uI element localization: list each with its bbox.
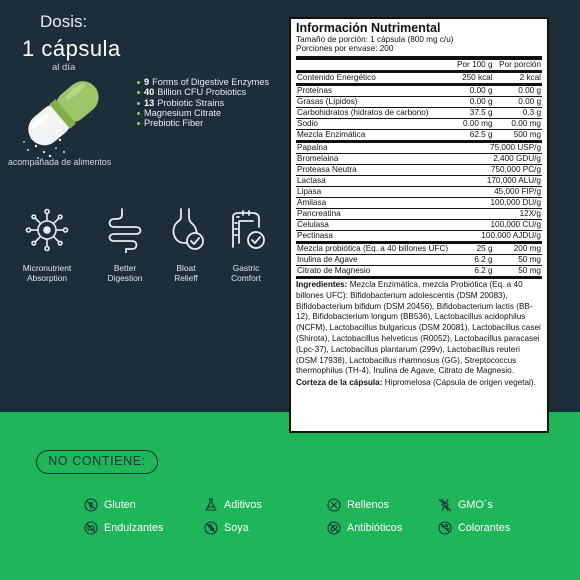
- benefit-label: Comfort: [231, 272, 261, 283]
- nutrition-table: [296, 60, 542, 280]
- nutrient-name: Celulasa: [296, 220, 450, 231]
- nutrient-name: Bromelaina: [296, 154, 450, 165]
- feature-number: 13: [144, 97, 155, 108]
- nutrient-name: Citrato de Magnesio: [296, 266, 450, 278]
- benefit-label: Bloat: [176, 263, 196, 273]
- colon-check-icon: [223, 207, 269, 253]
- value-portion: 2,400 GDU/g: [450, 154, 542, 165]
- free-from-item: [204, 521, 249, 535]
- nutrient-name: Pancreatina: [296, 209, 450, 220]
- shell-label: Corteza de la cápsula:: [296, 378, 383, 388]
- servings-per-container: Porciones por envase: 200: [296, 44, 394, 54]
- table-row: [296, 220, 542, 231]
- bullet-icon: [137, 91, 140, 94]
- benefit-bloat: [154, 207, 218, 283]
- table-row: [296, 142, 542, 154]
- table-row: [296, 119, 542, 130]
- value-portion: 750,000 PC/g: [450, 165, 542, 176]
- nutrient-name: Lactasa: [296, 176, 450, 187]
- value-portion: 0.00 mg: [494, 119, 542, 130]
- column-header: Por porción: [494, 60, 542, 72]
- benefit-label: Better: [113, 263, 137, 273]
- table-row: [296, 255, 542, 266]
- free-from-item: [327, 521, 402, 535]
- value-100g: 0.00 g: [450, 85, 494, 97]
- molecule-icon: [24, 207, 70, 253]
- value-100g: 25 g: [450, 243, 494, 255]
- value-portion: 100,000 CU/g: [450, 220, 542, 231]
- nutrient-name: Pectinasa: [296, 231, 450, 243]
- value-portion: 2 kcal: [494, 72, 542, 85]
- intestine-icon: [102, 207, 148, 253]
- ingredients-label: Ingredientes:: [296, 280, 348, 290]
- nutrient-name: Sodio: [296, 119, 450, 130]
- table-row: [296, 97, 542, 108]
- value-portion: 0.00 g: [494, 85, 542, 97]
- feature-item: [137, 77, 269, 87]
- nutrient-name: Mezcla probiótica (Eq. a 40 billones UFC): [297, 244, 449, 254]
- table-row: [296, 176, 542, 187]
- benefit-label: Relieff: [174, 272, 198, 283]
- free-from-panel: [0, 412, 580, 580]
- free-from-item: [84, 521, 163, 535]
- value-portion: 0.3 g: [494, 108, 542, 119]
- value-portion: 170,000 ALU/g: [450, 176, 542, 187]
- value-portion: 500 mg: [494, 130, 542, 142]
- palette-icon: [438, 521, 452, 535]
- feature-item: [137, 87, 269, 97]
- free-from-item: [84, 498, 136, 512]
- free-from-label: Soya: [224, 522, 249, 534]
- benefit-digestion: [93, 207, 157, 283]
- table-row: [296, 130, 542, 142]
- feature-text: Billion CFU Probiotics: [157, 87, 247, 98]
- feature-list: [137, 77, 269, 128]
- flask-icon: [204, 498, 218, 512]
- table-row: [296, 154, 542, 165]
- free-from-label: Gluten: [104, 499, 136, 511]
- value-portion: 200 mg: [494, 243, 542, 255]
- benefit-micronutrient: [15, 207, 79, 283]
- table-row: [296, 231, 542, 243]
- sweetener-icon: [84, 521, 98, 535]
- stomach-check-icon: [163, 207, 209, 253]
- free-from-label: Rellenos: [347, 499, 390, 511]
- value-portion: 100,000 DU/g: [450, 198, 542, 209]
- nutrient-name: Proteínas: [296, 85, 450, 97]
- nutrient-name: Mezcla Enzimática: [296, 130, 450, 142]
- table-row: [296, 85, 542, 97]
- bullet-icon: [137, 122, 140, 125]
- benefit-label: Digestion: [107, 272, 143, 283]
- table-row: [296, 72, 542, 85]
- capsule-icon: [0, 62, 130, 162]
- value-portion: 12X/g: [450, 209, 542, 220]
- capsule-shell: [296, 378, 542, 389]
- free-from-item: [327, 498, 389, 512]
- ingredients-text: Mezcla Enzimática, mezcla Probiótica (Eq. a 40 billones UFC): Bifidobacterium adolescentis (DSM 20083), Bifidobacterium bifidum (DSM 20456), Bifidobacterium lactis (BB-12), Bifidobacterium longum (BB536), Lactobacillus acidophilus (NCFM), Lactobacillus bulgaricus (DSM 20081), Lactobacillus casei (Shirota), Lactobacillus helveticus (R0052), Lactobacillus paracasei (Lpc-37), Lactobacillus plantarum (299v), Lactobacillus reuteri (DSM 17938), Lactobacillus rhamnosus (GG), Streptococcus thermophilus (TH-4), Inulina de Agave, Citrato de Magnesio.: [296, 280, 541, 376]
- free-from-label: Endulzantes: [104, 522, 164, 534]
- bullet-icon: [137, 102, 140, 105]
- table-row: [296, 187, 542, 198]
- feature-text: Probiotic Strains: [157, 97, 225, 108]
- feature-text: Magnesium Citrate: [144, 107, 222, 118]
- bullet-icon: [137, 112, 140, 115]
- nutrient-name: Lipasa: [296, 187, 450, 198]
- benefit-label: Absorption: [26, 272, 68, 283]
- nutrient-name: Papaína: [296, 142, 450, 154]
- value-portion: 75,000 USP/g: [450, 142, 542, 154]
- dosage-title: Dosis:: [40, 12, 88, 31]
- table-row: [296, 165, 542, 176]
- dosage-frequency: al día: [52, 62, 76, 73]
- value-100g: 37.5 g: [450, 108, 494, 119]
- nutrient-name: Carbohidratos (hidratos de carbono): [296, 108, 450, 119]
- dosage-amount: 1 cápsula: [22, 36, 121, 61]
- value-portion: 50 mg: [494, 266, 542, 278]
- free-from-label: Antibióticos: [347, 522, 403, 534]
- value-portion: 45,000 FIP/g: [450, 187, 542, 198]
- dna-icon: [438, 498, 452, 512]
- dosage-note: acompañada de alimentos: [8, 157, 112, 167]
- table-row: [296, 243, 542, 255]
- free-from-item: [438, 521, 510, 535]
- ingredients: [296, 280, 542, 377]
- free-from-item: [204, 498, 262, 512]
- cancel-icon: [327, 498, 341, 512]
- nutrient-name: Amilasa: [296, 198, 450, 209]
- serving-size: Tamaño de porción: 1 cápsula (800 mg c/u): [296, 35, 454, 44]
- value-100g: 0.00 g: [450, 97, 494, 108]
- value-100g: 6.2 g: [450, 255, 494, 266]
- feature-text: Prebiotic Fiber: [144, 118, 204, 129]
- feature-number: 9: [144, 77, 150, 87]
- free-from-label: GMO´s: [458, 499, 493, 511]
- value-portion: 0.00 g: [494, 97, 542, 108]
- pill-cancel-icon: [327, 521, 341, 535]
- value-100g: 0.00 mg: [450, 119, 494, 130]
- feature-number: 40: [144, 87, 155, 98]
- bullet-icon: [137, 81, 140, 84]
- value-portion: 50 mg: [494, 255, 542, 266]
- benefit-label: Micronutrient: [22, 263, 72, 273]
- wheat-icon: [84, 498, 98, 512]
- column-header: Por 100 g: [450, 60, 494, 72]
- soy-icon: [204, 521, 218, 535]
- table-row: [296, 209, 542, 220]
- nutrient-name: Inulina de Agave: [296, 255, 450, 266]
- benefit-label: Gastric: [232, 263, 260, 273]
- nutrient-name: Grasas (Lípidos): [296, 97, 450, 108]
- feature-text: Forms of Digestive Enzymes: [152, 77, 270, 87]
- value-100g: 6.2 g: [450, 266, 494, 278]
- feature-item: [137, 108, 269, 118]
- value-100g: 250 kcal: [450, 72, 494, 85]
- table-row: [296, 198, 542, 209]
- table-row: [296, 266, 542, 278]
- feature-item: [137, 98, 269, 108]
- free-from-label: Colorantes: [458, 522, 511, 534]
- value-portion: 100,000 AJDU/g: [450, 231, 542, 243]
- table-row: [296, 108, 542, 119]
- value-100g: 62.5 g: [450, 130, 494, 142]
- table-header: [296, 60, 542, 72]
- free-from-label: Aditivos: [224, 499, 262, 511]
- free-from-badge: NO CONTIENE:: [36, 450, 158, 474]
- nutrition-title: Información Nutrimental: [296, 21, 441, 35]
- free-from-item: [438, 498, 493, 512]
- benefit-gastric: [214, 207, 278, 283]
- nutrient-name: Proteasa Neutra: [296, 165, 450, 176]
- shell-text: Hipromelosa (Cápsula de origen vegetal).: [384, 378, 536, 388]
- nutrition-facts-label: [289, 17, 549, 433]
- nutrient-name: Contenido Energético: [296, 72, 450, 85]
- feature-item: [137, 118, 269, 128]
